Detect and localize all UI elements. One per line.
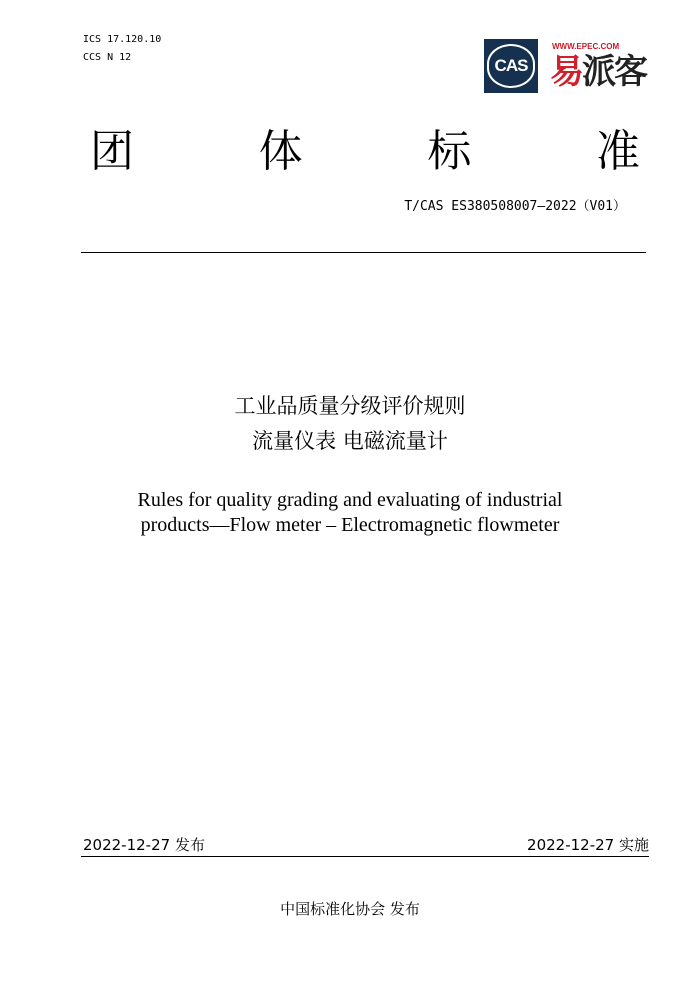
title-char: 体 xyxy=(258,126,303,177)
cas-logo-ring xyxy=(487,44,535,88)
header-divider xyxy=(81,252,646,253)
title-char: 准 xyxy=(595,126,640,177)
english-title xyxy=(0,488,700,538)
classification-codes xyxy=(83,31,161,67)
title-char: 团 xyxy=(90,126,134,177)
publisher: 中国标准化协会 发布 xyxy=(280,900,420,918)
english-title-line1: Rules for quality grading and evaluating of industrial xyxy=(137,489,563,511)
publish-date: 2022-12-27 发布 xyxy=(83,836,205,854)
epec-logo-rest: 派客 xyxy=(582,52,646,92)
standard-number: T/CAS ES380508007—2022（V01） xyxy=(404,199,626,214)
implement-date: 2022-12-27 实施 xyxy=(527,836,649,854)
epec-url: WWW.EPEC.COM xyxy=(552,42,620,51)
epec-logo xyxy=(550,52,646,92)
ccs-code: CCS N 12 xyxy=(83,52,132,63)
epec-logo-first: 易 xyxy=(550,52,582,92)
ics-code: ICS 17.120.10 xyxy=(83,34,162,45)
title-char: 标 xyxy=(427,126,472,177)
chinese-title-line1: 工业品质量分级评价规则 xyxy=(234,394,466,418)
cas-logo-text: CAS xyxy=(494,56,528,75)
chinese-title-line2: 流量仪表 电磁流量计 xyxy=(252,429,448,453)
english-title-line2: products—Flow meter – Electromagnetic flowmeter xyxy=(140,514,560,536)
document-type-title xyxy=(90,122,640,182)
footer-divider xyxy=(81,856,649,857)
cas-logo xyxy=(484,39,538,93)
